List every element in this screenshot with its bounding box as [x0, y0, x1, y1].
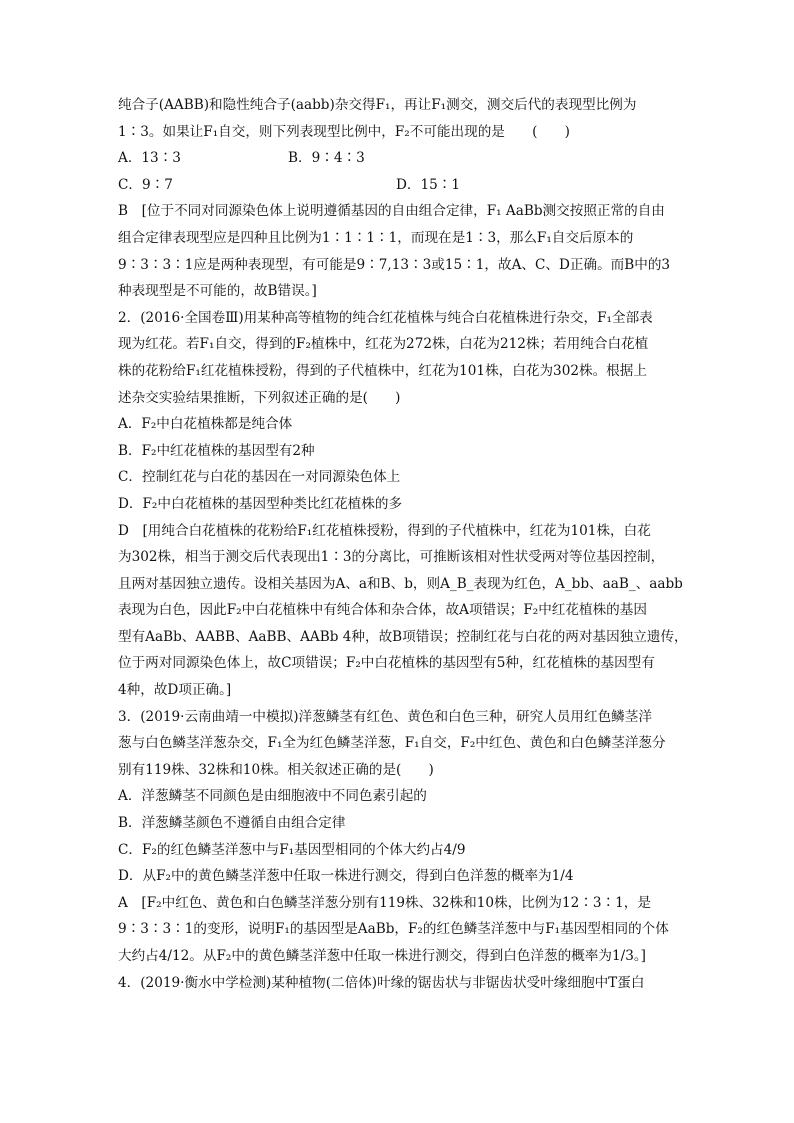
option-row — [118, 145, 678, 172]
text-line: 4种，故D项正确。] — [118, 682, 232, 699]
text-line: B．洋葱鳞茎颜色不遵循自由组合定律 — [118, 815, 346, 832]
text-line: 9∶3∶3∶1应是两种表现型，有可能是9∶7,13∶3或15∶1，故A、C、D正确。而B中的3 — [118, 256, 671, 273]
text-line: A [F₂中红色、黄色和白色鳞茎洋葱分别有119株、32株和10株，比例为12∶3∶1，是 — [118, 894, 651, 911]
text-line: 型有AaBb、AABB、AaBB、AABb 4种，故B项错误；控制红花与白花的两对基因独立遗传， — [118, 628, 688, 645]
text-line: 组合定律表现型应是四种且比例为1∶1∶1∶1，而现在是1∶3，那么F₁自交后原本的 — [118, 229, 634, 246]
text-line: 位于两对同源染色体上，故C项错误；F₂中白花植株的基因型有5种，红花植株的基因型有 — [118, 655, 655, 672]
text-line: C．控制红花与白花的基因在一对同源染色体上 — [118, 469, 401, 486]
text-line: 别有119株、32株和10株。相关叙述正确的是( ) — [118, 761, 434, 778]
text-line: 现为红花。若F₁自交，得到的F₂植株中，红花为272株，白花为212株；若用纯合白花植 — [118, 336, 649, 353]
text-line: 1∶3。如果让F₁自交，则下列表现型比例中，F₂不可能出现的是 ( ) — [118, 123, 570, 140]
option-b: B．9∶4∶3 — [288, 150, 365, 167]
text-line: 株的花粉给F₁红花植株授粉，得到的子代植株中，红花为101株，白花为302株。根据上 — [118, 362, 647, 379]
text-line: 4．(2019·衡水中学检测)某种植物(二倍体)叶缘的锯齿状与非锯齿状受叶缘细胞中T蛋白 — [118, 974, 645, 991]
text-line: 且两对基因独立遗传。设相关基因为A、a和B、b，则A_B_表现为红色，A_bb、aaB_、aabb — [118, 575, 683, 592]
text-line: 种表现型是不可能的，故B错误。] — [118, 283, 317, 300]
text-line: 纯合子(AABB)和隐性纯合子(aabb)杂交得F₁，再让F₁测交，测交后代的表现型比例为 — [118, 97, 637, 113]
text-line: D．从F₂中的黄色鳞茎洋葱中任取一株进行测交，得到白色洋葱的概率为1/4 — [118, 868, 574, 885]
text-line: 述杂交实验结果推断，下列叙述正确的是( ) — [118, 389, 401, 406]
option-row — [118, 172, 678, 199]
text-line: B [位于不同对同源染色体上说明遵循基因的自由组合定律，F₁ AaBb测交按照正常的自由 — [118, 203, 665, 220]
text-line: 大约占4/12。从F₂中的黄色鳞茎洋葱中任取一株进行测交，得到白色洋葱的概率为1/3。] — [118, 948, 646, 964]
text-line: 3．(2019·云南曲靖一中模拟)洋葱鳞茎有红色、黄色和白色三种，研究人员用红色鳞茎洋 — [118, 708, 652, 725]
text-line: B．F₂中红花植株的基因型有2种 — [118, 442, 315, 459]
option-c: C．9∶7 — [118, 176, 173, 193]
text-line: D．F₂中白花植株的基因型种类比红花植株的多 — [118, 495, 403, 512]
text-line: D [用纯合白花植株的花粉给F₁红花植株授粉，得到的子代植株中，红花为101株，白花 — [118, 522, 651, 539]
option-d: D．15∶1 — [396, 176, 461, 193]
text-line: C．F₂的红色鳞茎洋葱中与F₁基因型相同的个体大约占4/9 — [118, 841, 466, 858]
text-line: 葱与白色鳞茎洋葱杂交，F₁全为红色鳞茎洋葱，F₁自交，F₂中红色、黄色和白色鳞茎洋葱分 — [118, 735, 666, 752]
text-line: 表现为白色，因此F₂中白花植株中有纯合体和杂合体，故A项错误；F₂中红花植株的基因 — [118, 602, 647, 619]
text-line: 9∶3∶3∶1的变形，说明F₁的基因型是AaBb，F₂的红色鳞茎洋葱中与F₁基因型相同的个体 — [118, 921, 669, 938]
text-line: 2．(2016·全国卷Ⅲ)用某种高等植物的纯合红花植株与纯合白花植株进行杂交，F₁全部表 — [118, 309, 653, 326]
text-line: A．洋葱鳞茎不同颜色是由细胞液中不同色素引起的 — [118, 788, 427, 805]
text-line: 为302株，相当于测交后代表现出1∶3的分离比，可推断该相对性状受两对等位基因控制， — [118, 549, 665, 566]
document-body — [118, 92, 688, 996]
option-a: A．13∶3 — [118, 150, 181, 167]
text-line: A．F₂中白花植株都是纯合体 — [118, 416, 293, 433]
